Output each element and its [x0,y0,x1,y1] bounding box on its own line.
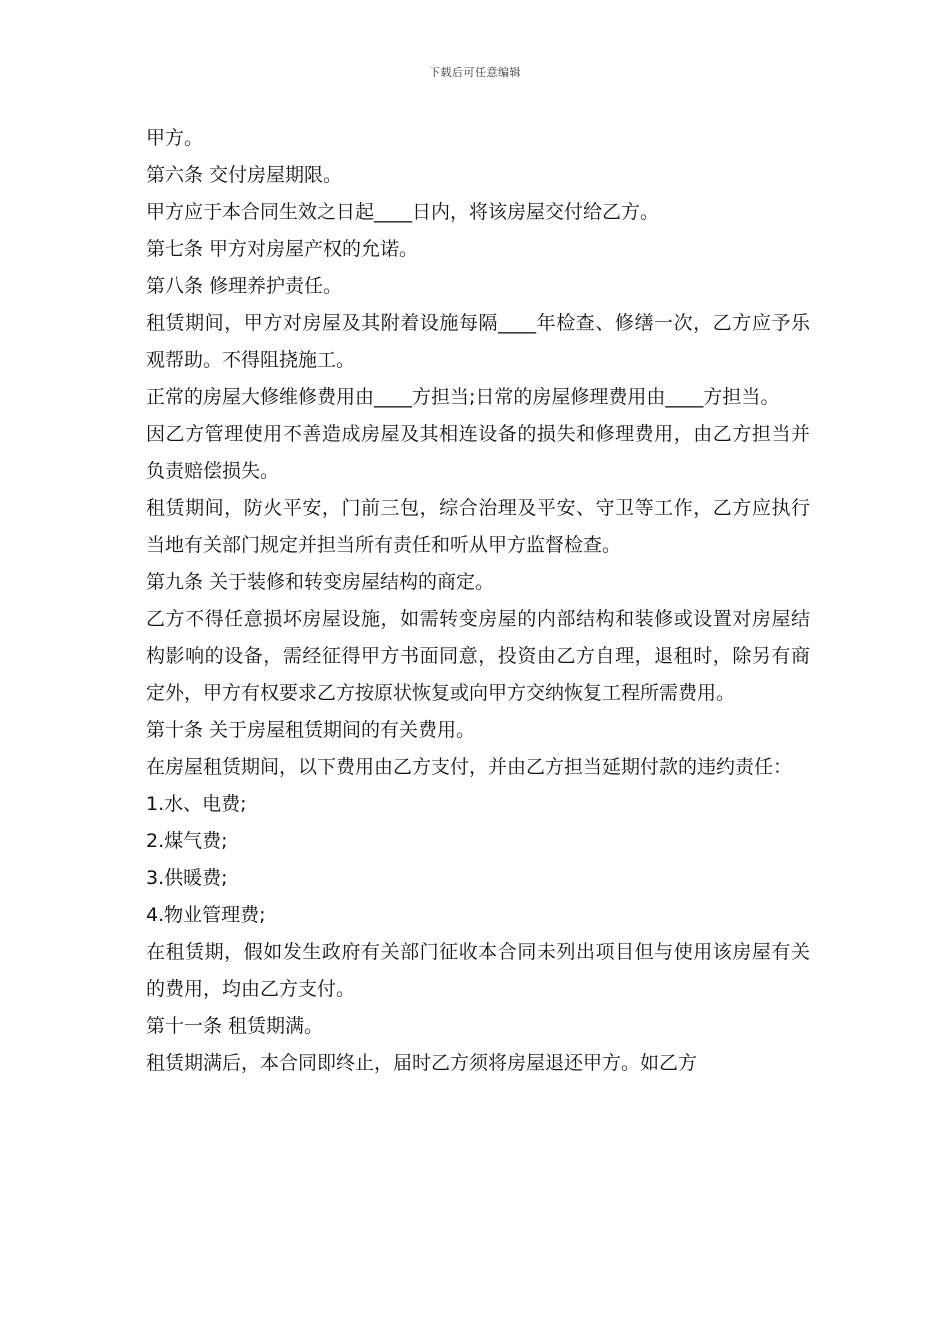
article-heading: 第八条 修理养护责任。 [146,275,343,297]
paragraph: 租赁期间，防火平安，门前三包，综合治理及平安、守卫等工作，乙方应执行当地有关部门规定并担当所有责任和听从甲方监督检查。 [146,497,810,556]
paragraph: 甲方应于本合同生效之日起____日内，将该房屋交付给乙方。 [146,201,660,223]
list-item: 3.供暖费; [146,867,228,889]
article-heading: 第十条 关于房屋租赁期间的有关费用。 [146,719,476,741]
article-heading: 第九条 关于装修和转变房屋结构的商定。 [146,571,495,593]
page-header: 下载后可任意编辑 [429,66,521,79]
article-heading: 第七条 甲方对房屋产权的允诺。 [146,238,419,260]
list-item: 2.煤气费; [146,830,228,852]
list-item: 1.水、电费; [146,793,247,815]
paragraph: 正常的房屋大修维修费用由____方担当;日常的房屋修理费用由____方担当。 [146,386,780,408]
paragraph: 在房屋租赁期间，以下费用由乙方支付，并由乙方担当延期付款的违约责任： [146,756,793,778]
paragraph: 在租赁期，假如发生政府有关部门征收本合同未列出项目但与使用该房屋有关的费用，均由乙方支付。 [146,941,810,1000]
paragraph: 租赁期间，甲方对房屋及其附着设施每隔____年检查、修缮一次，乙方应予乐观帮助。不得阻挠施工。 [146,312,810,371]
paragraph: 因乙方管理使用不善造成房屋及其相连设备的损失和修理费用，由乙方担当并负责赔偿损失。 [146,423,810,482]
article-heading: 第十一条 租赁期满。 [146,1015,324,1037]
paragraph: 乙方不得任意损坏房屋设施，如需转变房屋的内部结构和装修或设置对房屋结构影响的设备，需经征得甲方书面同意，投资由乙方自理，退租时，除另有商定外，甲方有权要求乙方按原状恢复或向甲方交纳恢复工程所需费用。 [146,608,810,704]
document-body [146,120,810,1082]
paragraph: 甲方。 [146,127,204,149]
article-heading: 第六条 交付房屋期限。 [146,164,343,186]
list-item: 4.物业管理费; [146,904,266,926]
paragraph: 租赁期满后，本合同即终止，届时乙方须将房屋退还甲方。如乙方 [146,1052,698,1074]
